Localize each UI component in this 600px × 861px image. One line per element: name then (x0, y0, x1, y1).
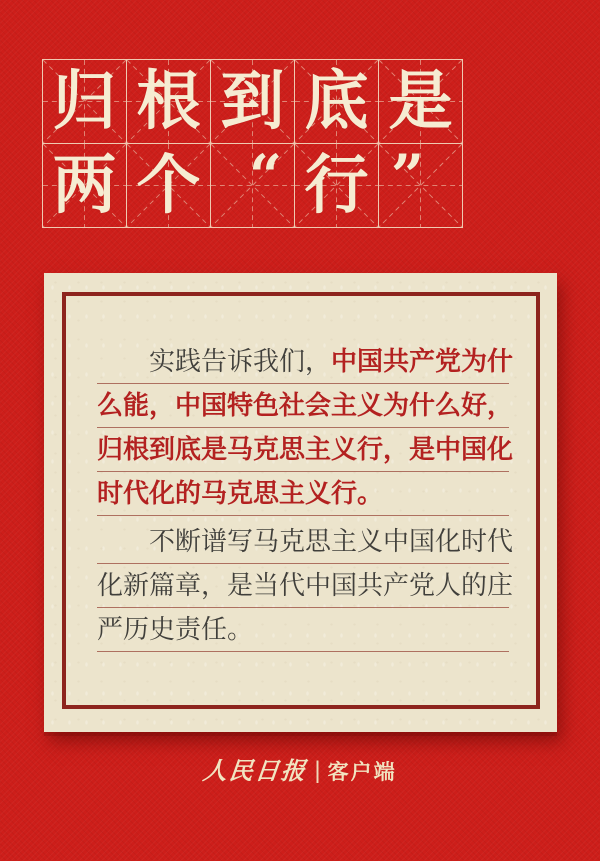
headline-grid-cell (211, 60, 295, 144)
headline-grid (42, 59, 463, 228)
quote-line (97, 428, 514, 472)
headline-char: 是 (388, 63, 453, 139)
quote-segment: 化新篇章，是当代中国共产党人的庄 (97, 570, 514, 600)
quote-text-block (97, 340, 514, 652)
headline-char: 到 (220, 63, 285, 139)
quote-paragraph-2 (97, 520, 514, 652)
headline-grid-cell (379, 60, 463, 144)
headline-open-quote: “ (248, 141, 283, 210)
quote-line (97, 340, 514, 384)
quote-line (97, 472, 509, 516)
headline-close-quote: ” (390, 141, 425, 210)
quote-line (97, 608, 509, 652)
footer-brand (0, 756, 600, 786)
headline-grid-cell (127, 60, 211, 144)
headline-char: 个 (136, 147, 201, 223)
quote-segment: 实践告诉我们， (149, 346, 332, 376)
headline-grid-cell (211, 141, 295, 228)
headline-grid-cell (43, 60, 127, 144)
peoples-daily-logotype: 人民日报 (201, 756, 309, 785)
quote-segment-emphasis: 时代化的马克思主义行。 (97, 478, 384, 508)
headline-char: 两 (52, 147, 117, 223)
footer-divider: | (314, 757, 321, 784)
footer-client-label: 客户端 (327, 761, 397, 784)
quote-segment: 严历史责任。 (97, 614, 254, 644)
headline-grid-cell (295, 60, 379, 144)
headline-grid-cell (43, 144, 127, 228)
headline-grid-cell (379, 141, 463, 228)
quote-card (44, 273, 557, 732)
quote-segment-emphasis: 么能，中国特色社会主义为什么好， (97, 390, 514, 420)
headline-char: 归 (52, 63, 117, 139)
headline-grid-cell (127, 144, 211, 228)
quote-segment-emphasis: 归根到底是马克思主义行，是中国化 (97, 434, 514, 464)
headline-char: 底 (304, 63, 369, 139)
headline-char: 根 (136, 63, 201, 139)
quote-paragraph-1 (97, 340, 514, 516)
quote-line (97, 564, 514, 608)
quote-segment-emphasis: 中国共产党为什 (331, 346, 514, 376)
headline-char: 行 (304, 147, 369, 223)
quote-line (97, 520, 514, 564)
quote-segment: 不断谱写马克思主义中国化时代 (149, 526, 514, 556)
quote-line (97, 384, 514, 428)
